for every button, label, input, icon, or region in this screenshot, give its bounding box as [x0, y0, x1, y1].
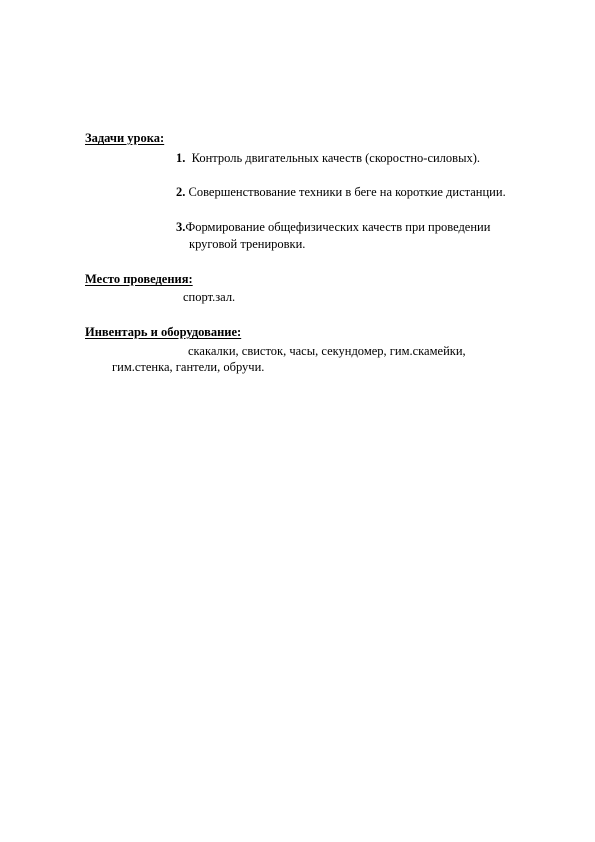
task-number: 2.	[176, 185, 186, 199]
task-text: Формирование общефизических качеств при проведении	[185, 220, 491, 234]
task-number: 3.	[176, 220, 186, 234]
equipment-list-line-2: гим.стенка, гантели, обручи.	[112, 360, 265, 374]
venue-value: спорт.зал.	[183, 290, 236, 304]
venue-heading: Место проведения:	[85, 272, 193, 286]
task-item-1	[176, 151, 480, 166]
tasks-heading: Задачи урока:	[85, 131, 165, 145]
task-text-continuation: круговой тренировки.	[189, 237, 306, 251]
equipment-heading: Инвентарь и оборудование:	[85, 325, 242, 339]
equipment-list-line-1: скакалки, свисток, часы, секундомер, гим.скамейки,	[188, 344, 466, 358]
task-number: 1.	[176, 151, 186, 165]
task-item-3	[176, 220, 490, 235]
task-text: Совершенствование техники в беге на короткие дистанции.	[188, 185, 506, 199]
task-text: Контроль двигательных качеств (скоростно-силовых).	[191, 151, 481, 165]
task-item-2	[176, 185, 506, 200]
